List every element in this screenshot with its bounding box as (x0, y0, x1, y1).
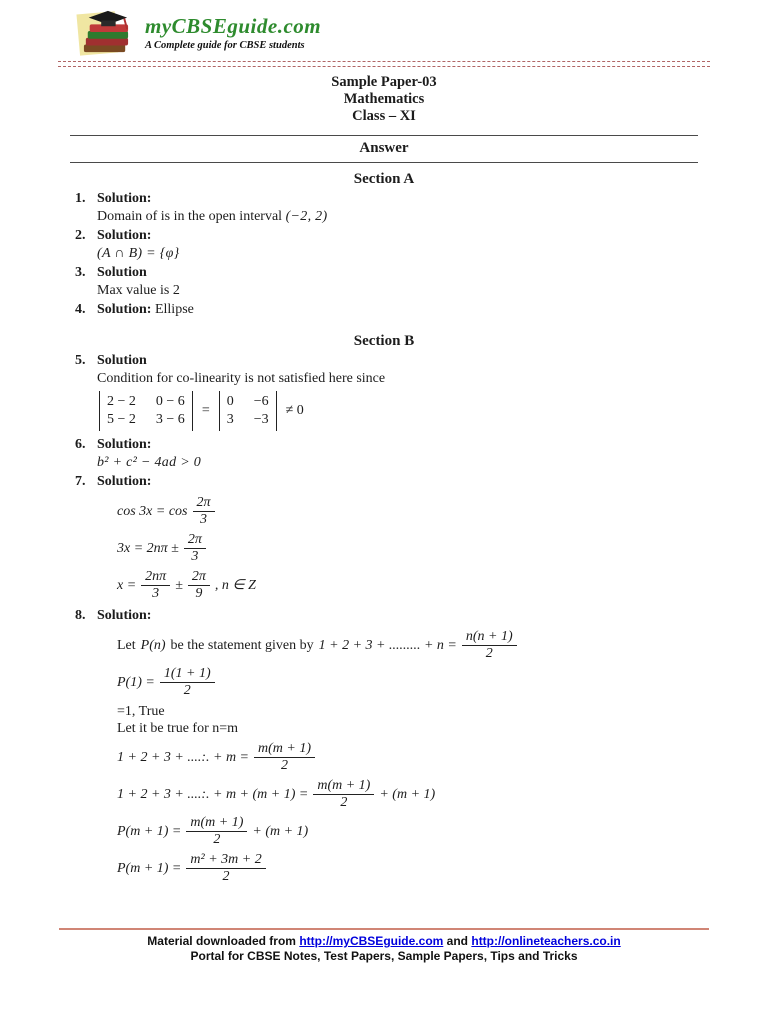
assumption-statement: Let it be true for n=m (117, 721, 239, 736)
solution-label: Solution (97, 353, 147, 368)
equation-3: x = $\frac{2n\pi}{3}$ ± $\frac{2\pi}{9}$ , n ∈ Z (117, 569, 256, 601)
answer-heading: Answer (359, 140, 409, 156)
math-expression: b² + c² − 4ad > 0 (97, 455, 202, 470)
math-expression: (A ∩ B) = {φ} (97, 246, 180, 261)
header-divider (58, 61, 710, 67)
footer-divider (59, 928, 709, 930)
solution-text: Max value is 2 (97, 283, 180, 298)
fraction: $\frac{\text{m² + 3m + 2}}{2}$ (186, 852, 265, 885)
solution-label: Solution: (97, 191, 152, 206)
document-content (0, 74, 768, 889)
footer-download-line: Material downloaded from http://myCBSEguide.com and http://onlineteachers.co.in (147, 934, 621, 948)
equation-p1: P(1) = $\frac{1(1 + 1)}{2}$ (117, 666, 728, 699)
statement-line: Let P(n) be the statement given by 1 + 2 + 3 + ......... + n = $\frac{n(n + 1)}{2}$ (117, 629, 728, 662)
brand-name: myCBSEguide.com (145, 13, 322, 38)
question-5 (0, 352, 768, 435)
equation-1: cos 3x = cos $\frac{2\pi}{3}$ (117, 495, 728, 528)
question-4 (0, 301, 768, 319)
question-7 (0, 473, 768, 606)
title-block (0, 74, 768, 125)
solution-label: Solution: (97, 228, 152, 243)
subject-title: Mathematics (343, 91, 425, 107)
question-number: 2. (75, 228, 86, 243)
question-number: 3. (75, 265, 86, 280)
brand-tagline: A Complete guide for CBSE students (145, 39, 305, 51)
equation-pm1-a: P(m + 1) = $\frac{m(m + 1)}{2}$ + (m + 1) (117, 815, 309, 847)
true-statement: =1, True (117, 704, 165, 719)
paper-title: Sample Paper-03 (331, 74, 437, 90)
logo-text (145, 14, 321, 51)
determinant-1: 2 − 2 0 − 6 5 − 2 3 − 6 (99, 391, 193, 431)
not-equal-zero: ≠ 0 (285, 403, 304, 418)
solution-text: Condition for co-linearity is not satisfied here since (97, 371, 386, 386)
solution-label: Solution: (97, 608, 152, 623)
question-number: 6. (75, 437, 86, 452)
fraction: $\frac{1(1 + 1)}{2}$ (160, 666, 215, 699)
determinant-equation (99, 391, 728, 431)
logo-books-icon (76, 8, 136, 56)
class-title: Class – XI (352, 108, 416, 124)
equation-pm1-b: P(m + 1) = $\frac{\text{m² + 3m + 2}}{2}$ (117, 852, 728, 885)
rule-below-answer (70, 162, 698, 163)
question-8 (0, 607, 768, 889)
solution-label: Solution: (97, 437, 152, 452)
solution-label: Solution: (97, 302, 152, 317)
fraction: $\frac{2\pi}{3}$ (184, 532, 206, 565)
determinant-2: 0 −6 3 −3 (219, 391, 277, 431)
solution-text: Ellipse (154, 302, 194, 317)
fraction: $\frac{m(m + 1)}{2}$ (254, 741, 315, 774)
question-2 (0, 227, 768, 263)
question-1 (0, 190, 768, 226)
question-number: 7. (75, 474, 86, 489)
question-number: 4. (75, 302, 86, 317)
fraction: $\frac{2\pi}{3}$ (193, 495, 215, 528)
section-a-heading: Section A (353, 171, 415, 187)
equation-m-plus-1: 1 + 2 + 3 + ....:. + m + (m + 1) = $\frac{m(m + 1)}{2}$ + (m + 1) (117, 778, 436, 810)
section-b-heading: Section B (353, 333, 415, 349)
solution-label: Solution (97, 265, 147, 280)
math-expression: (−2, 2) (285, 209, 328, 224)
page-footer (0, 928, 768, 964)
question-number: 5. (75, 353, 86, 368)
onlineteachers-link[interactable]: http://onlineteachers.co.in (471, 934, 621, 948)
logo (76, 8, 321, 56)
mycbseguide-link[interactable]: http://myCBSEguide.com (299, 934, 444, 948)
equation-2: 3x = 2nπ ± $\frac{2\pi}{3}$ (117, 532, 728, 565)
equals-sign: = (201, 403, 210, 418)
fraction: $\frac{m(m + 1)}{2}$ (186, 815, 247, 848)
fraction: $\frac{2\pi}{9}$ (188, 569, 210, 602)
fraction: $\frac{n(n + 1)}{2}$ (462, 629, 517, 662)
solution-text: Domain of is in the open interval (−2, 2) (97, 209, 328, 224)
footer-portal-line: Portal for CBSE Notes, Test Papers, Sample Papers, Tips and Tricks (190, 949, 578, 963)
question-6 (0, 436, 768, 472)
fraction: $\frac{2n\pi}{3}$ (141, 569, 170, 602)
fraction: $\frac{m(m + 1)}{2}$ (313, 778, 374, 811)
question-number: 1. (75, 191, 86, 206)
equation-m: 1 + 2 + 3 + ....:. + m = $\frac{m(m + 1)}{2}$ (117, 741, 728, 774)
question-number: 8. (75, 608, 86, 623)
solution-label: Solution: (97, 474, 152, 489)
question-3 (0, 264, 768, 300)
